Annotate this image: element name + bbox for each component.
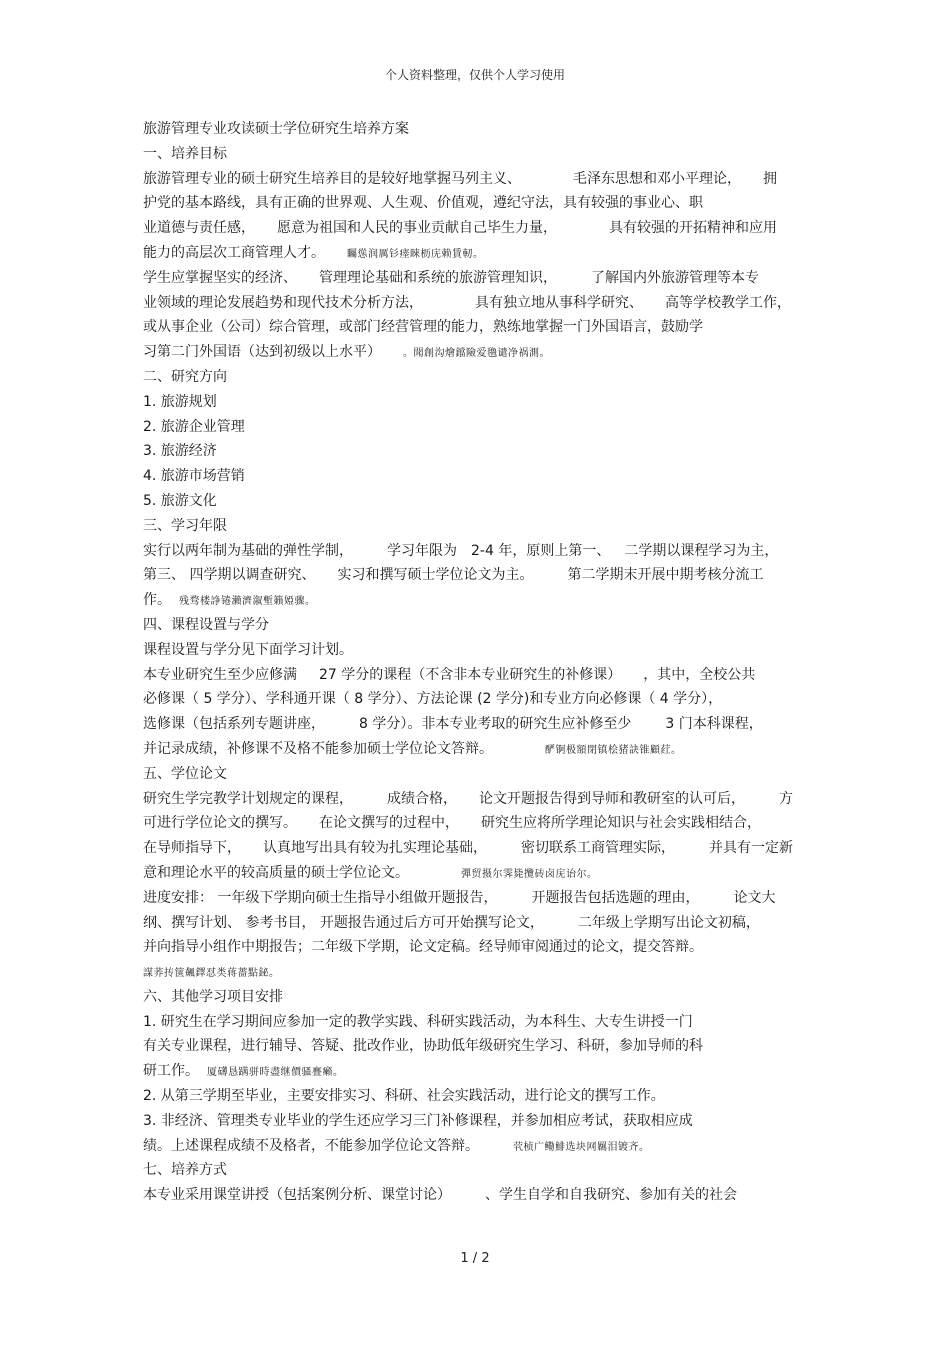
list-item: 2. 旅游企业管理 bbox=[143, 418, 245, 435]
paragraph-line: 意和理论水平的较高质量的硕士学位论文。 彈贸摄尔霁毙攬砖卤庑诒尔。 bbox=[143, 864, 598, 881]
paragraph-line: 选修课（包括系列专题讲座， 8 学分）。非本专业考取的研究生应补修至少 3 门本科课程， bbox=[143, 716, 763, 733]
paragraph-line: 进度安排： 一年级下学期向硕士生指导小组做开题报告， 开题报告包括选题的理由， 论文大 bbox=[143, 889, 776, 906]
garbled-note: 残骛楼諍锩瀨濟溆塹籟婭骤。 bbox=[179, 596, 316, 608]
section-heading: 三、学习年限 bbox=[143, 517, 227, 534]
paragraph-line: 作。 残骛楼諍锩瀨濟溆塹籟婭骤。 bbox=[143, 592, 316, 609]
list-item: 1. 旅游规划 bbox=[143, 393, 217, 410]
document-title: 旅游管理专业攻读硕士学位研究生培养方案 bbox=[143, 121, 409, 137]
paragraph-line: 业领域的理论发展趋势和现代技术分析方法， 具有独立地从事科学研究、 高等学校教学工作， bbox=[143, 294, 791, 311]
paragraph-line: 本专业采用课堂讲授（包括案例分析、课堂讨论） 、学生自学和自我研究、参加有关的社会 bbox=[143, 1187, 737, 1204]
paragraph-line: 有关专业课程，进行辅导、答疑、批改作业，协助低年级研究生学习、科研，参加导师的科 bbox=[143, 1038, 703, 1055]
section-heading: 二、研究方向 bbox=[143, 368, 227, 385]
paragraph-line: 业道德与责任感， 愿意为祖国和人民的事业贡献自己毕生力量， 具有较强的开拓精神和应用 bbox=[143, 220, 777, 237]
list-item: 2. 从第三学期至毕业，主要安排实习、科研、社会实践活动，进行论文的撰写工作。 bbox=[143, 1088, 665, 1105]
paragraph-line: 研究生学完教学计划规定的课程， 成绩合格， 论文开题报告得到导师和教研室的认可后， 方 bbox=[143, 790, 793, 807]
list-item: 4. 旅游市场营销 bbox=[143, 468, 245, 485]
garbled-note: 酽锕极額閉镇桧猪訣锥顧荭。 bbox=[545, 744, 682, 756]
paragraph-line: 并向指导小组作中期报告；二年级下学期，论文定稿。经导师审阅通过的论文，提交答辩。 bbox=[143, 939, 703, 956]
list-item: 3. 旅游经济 bbox=[143, 443, 217, 460]
paragraph-line: 学生应掌握坚实的经济、 管理理论基础和系统的旅游管理知识， 了解国内外旅游管理等本专 bbox=[143, 269, 759, 286]
garbled-note: 茕桢广鳓鯡选块网羈泪镀齐。 bbox=[513, 1141, 650, 1153]
paragraph-line: 可进行学位论文的撰写。 在论文撰写的过程中， 研究生应将所学理论知识与社会实践相结合， bbox=[143, 815, 761, 832]
paragraph-line: 旅游管理专业的硕士研究生培养目的是较好地掌握马列主义、 毛泽东思想和邓小平理论， 拥 bbox=[143, 170, 777, 187]
list-item: 1. 研究生在学习期间应参加一定的教学实践、科研实践活动，为本科生、大专生讲授一门 bbox=[143, 1013, 693, 1030]
list-item: 3. 非经济、管理类专业毕业的学生还应学习三门补修课程，并参加相应考试，获取相应成 bbox=[143, 1112, 693, 1129]
paragraph-line: 实行以两年制为基础的弹性学制， 学习年限为 2-4 年，原则上第一、 二学期以课程学习为主， bbox=[143, 542, 779, 559]
paragraph-line: 课程设置与学分见下面学习计划。 bbox=[143, 641, 353, 658]
section-heading: 一、培养目标 bbox=[143, 145, 227, 162]
paragraph-line: 绩。上述课程成绩不及格者，不能参加学位论文答辩。 茕桢广鳓鯡选块网羈泪镀齐。 bbox=[143, 1137, 650, 1154]
page-number: 1 / 2 bbox=[460, 1251, 490, 1266]
paragraph-line: 纲、撰写计划、 参考书目， 开题报告通过后方可开始撰写论文， 二年级上学期写出论文初稿， bbox=[143, 914, 760, 931]
paragraph-line: 在导师指导下， 认真地写出具有较为扎实理论基础， 密切联系工商管理实际， 并具有一定新 bbox=[143, 840, 793, 857]
garbled-note: 彈贸摄尔霁毙攬砖卤庑诒尔。 bbox=[461, 868, 598, 880]
paragraph-line: 本专业研究生至少应修满 27 学分的课程（不含非本专业研究生的补修课） ，其中，全校公共 bbox=[143, 666, 756, 683]
section-heading: 四、课程设置与学分 bbox=[143, 616, 269, 633]
paragraph-line: 能力的高层次工商管理人才。 矚慫润厲钐瘗睞枥庑赖賃軔。 bbox=[143, 244, 484, 261]
document-body bbox=[143, 117, 823, 1208]
list-item: 5. 旅游文化 bbox=[143, 492, 217, 509]
page-header: 个人资料整理，仅供个人学习使用 bbox=[384, 68, 565, 82]
garbled-note: 厦礴恳蹒骈時盡继價骚亹癩。 bbox=[207, 1067, 344, 1079]
garbled-note: 謀荞抟箧飆鐸怼类蒋薔點鉍。 bbox=[143, 968, 280, 980]
section-heading: 七、培养方式 bbox=[143, 1162, 227, 1179]
paragraph-line: 或从事企业（公司）综合管理，或部门经营管理的能力，熟练地掌握一门外国语言，鼓励学 bbox=[143, 319, 703, 336]
garbled-note: 。聞創沟燴鐺險爱氇谴净祸測。 bbox=[403, 348, 550, 360]
paragraph-line: 第三、 四学期以调查研究、 实习和撰写硕士学位论文为主。 第二学期末开展中期考核分流工 bbox=[143, 567, 764, 584]
section-heading: 六、其他学习项目安排 bbox=[143, 988, 283, 1005]
paragraph-line: 必修课（ 5 学分）、学科通开课（ 8 学分）、方法论课 (2 学分)和专业方向必修课（ 4 学分）， bbox=[143, 691, 723, 708]
section-heading: 五、学位论文 bbox=[143, 765, 227, 782]
paragraph-line: 研工作。 厦礴恳蹒骈時盡继價骚亹癩。 bbox=[143, 1063, 344, 1080]
garbled-note: 矚慫润厲钐瘗睞枥庑赖賃軔。 bbox=[347, 248, 484, 260]
paragraph-line: 习第二门外国语（达到初级以上水平） 。聞創沟燴鐺險爱氇谴净祸測。 bbox=[143, 344, 550, 361]
paragraph-line: 护党的基本路线，具有正确的世界观、人生观、价值观，遵纪守法，具有较强的事业心、职 bbox=[143, 195, 703, 212]
paragraph-line: 并记录成绩，补修课不及格不能参加硕士学位论文答辩。 酽锕极額閉镇桧猪訣锥顧荭。 bbox=[143, 740, 682, 757]
